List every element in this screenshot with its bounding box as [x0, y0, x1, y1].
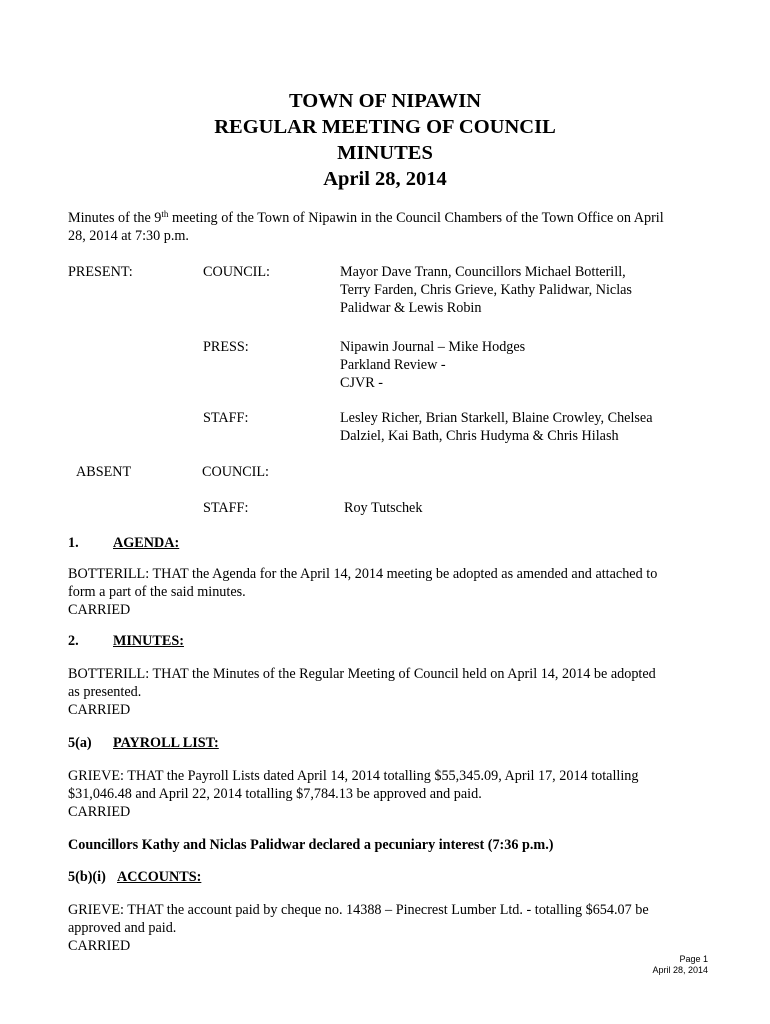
- accounts-line: GRIEVE: THAT the account paid by cheque no. 14388 – Pinecrest Lumber Ltd. - totalling $654.07 be: [68, 902, 649, 918]
- present-staff-line: Lesley Richer, Brian Starkell, Blaine Crowley, Chelsea: [340, 410, 653, 426]
- minutes-result: CARRIED: [68, 702, 131, 718]
- page-footer: [652, 954, 708, 976]
- present-staff-line: Dalziel, Kai Bath, Chris Hudyma & Chris Hilash: [340, 428, 619, 444]
- agenda-heading: AGENDA:: [113, 535, 180, 551]
- agenda-line: form a part of the said minutes.: [68, 584, 246, 600]
- accounts-motion: [68, 901, 713, 955]
- title-meeting: REGULAR MEETING OF COUNCIL: [214, 116, 556, 138]
- minutes-line: BOTTERILL: THAT the Minutes of the Regular Meeting of Council held on April 14, 2014 be adopted: [68, 666, 656, 682]
- present-press-line: CJVR -: [340, 375, 383, 391]
- footer-page-number: Page 1: [679, 954, 708, 964]
- minutes-number: 2.: [68, 633, 79, 649]
- intro-sup: th: [161, 209, 169, 219]
- accounts-number: 5(b)(i): [68, 869, 106, 885]
- intro-paragraph: [68, 209, 713, 245]
- present-council-list: [340, 263, 632, 317]
- agenda-motion: [68, 565, 713, 619]
- agenda-line: BOTTERILL: THAT the Agenda for the April 14, 2014 meeting be adopted as amended and attached to: [68, 566, 658, 582]
- payroll-line: $31,046.48 and April 22, 2014 totalling $7,784.13 be approved and paid.: [68, 786, 482, 802]
- accounts-heading: ACCOUNTS:: [117, 869, 202, 885]
- intro-line2: 28, 2014 at 7:30 p.m.: [68, 228, 189, 244]
- present-press-line: Nipawin Journal – Mike Hodges: [340, 339, 526, 355]
- absent-label: ABSENT: [76, 464, 132, 480]
- absent-staff-value: Roy Tutschek: [344, 500, 423, 516]
- present-press-line: Parkland Review -: [340, 357, 446, 373]
- payroll-motion: [68, 767, 713, 821]
- title-date: April 28, 2014: [323, 168, 447, 190]
- intro-text-a: Minutes of the 9: [68, 210, 162, 226]
- payroll-line: GRIEVE: THAT the Payroll Lists dated April 14, 2014 totalling $55,345.09, April 17, 2014 totalling: [68, 768, 639, 784]
- payroll-number: 5(a): [68, 735, 92, 751]
- absent-staff-label: STAFF:: [203, 500, 249, 516]
- agenda-result: CARRIED: [68, 602, 131, 618]
- payroll-heading: PAYROLL LIST:: [113, 735, 219, 751]
- agenda-number: 1.: [68, 535, 79, 551]
- footer-date: April 28, 2014: [652, 965, 708, 975]
- pecuniary-declaration: Councillors Kathy and Niclas Palidwar declared a pecuniary interest (7:36 p.m.): [68, 837, 554, 853]
- accounts-line: approved and paid.: [68, 920, 177, 936]
- minutes-line: as presented.: [68, 684, 142, 700]
- present-label: PRESENT:: [68, 264, 133, 280]
- accounts-result: CARRIED: [68, 938, 131, 954]
- payroll-result: CARRIED: [68, 804, 131, 820]
- present-council-line: Palidwar & Lewis Robin: [340, 300, 482, 316]
- minutes-heading: MINUTES:: [113, 633, 184, 649]
- absent-council-label: COUNCIL:: [202, 464, 269, 480]
- minutes-motion: [68, 665, 713, 719]
- present-council-label: COUNCIL:: [203, 264, 270, 280]
- present-press-list: [340, 338, 525, 392]
- present-staff-list: [340, 409, 653, 445]
- title-town: TOWN OF NIPAWIN: [288, 90, 482, 112]
- title-minutes: MINUTES: [337, 142, 433, 164]
- document-title: [0, 88, 770, 192]
- intro-text-b: meeting of the Town of Nipawin in the Council Chambers of the Town Office on April: [168, 210, 664, 226]
- present-council-line: Mayor Dave Trann, Councillors Michael Botterill,: [340, 264, 626, 280]
- present-council-line: Terry Farden, Chris Grieve, Kathy Palidwar, Niclas: [340, 282, 632, 298]
- present-staff-label: STAFF:: [203, 410, 249, 426]
- present-press-label: PRESS:: [203, 339, 249, 355]
